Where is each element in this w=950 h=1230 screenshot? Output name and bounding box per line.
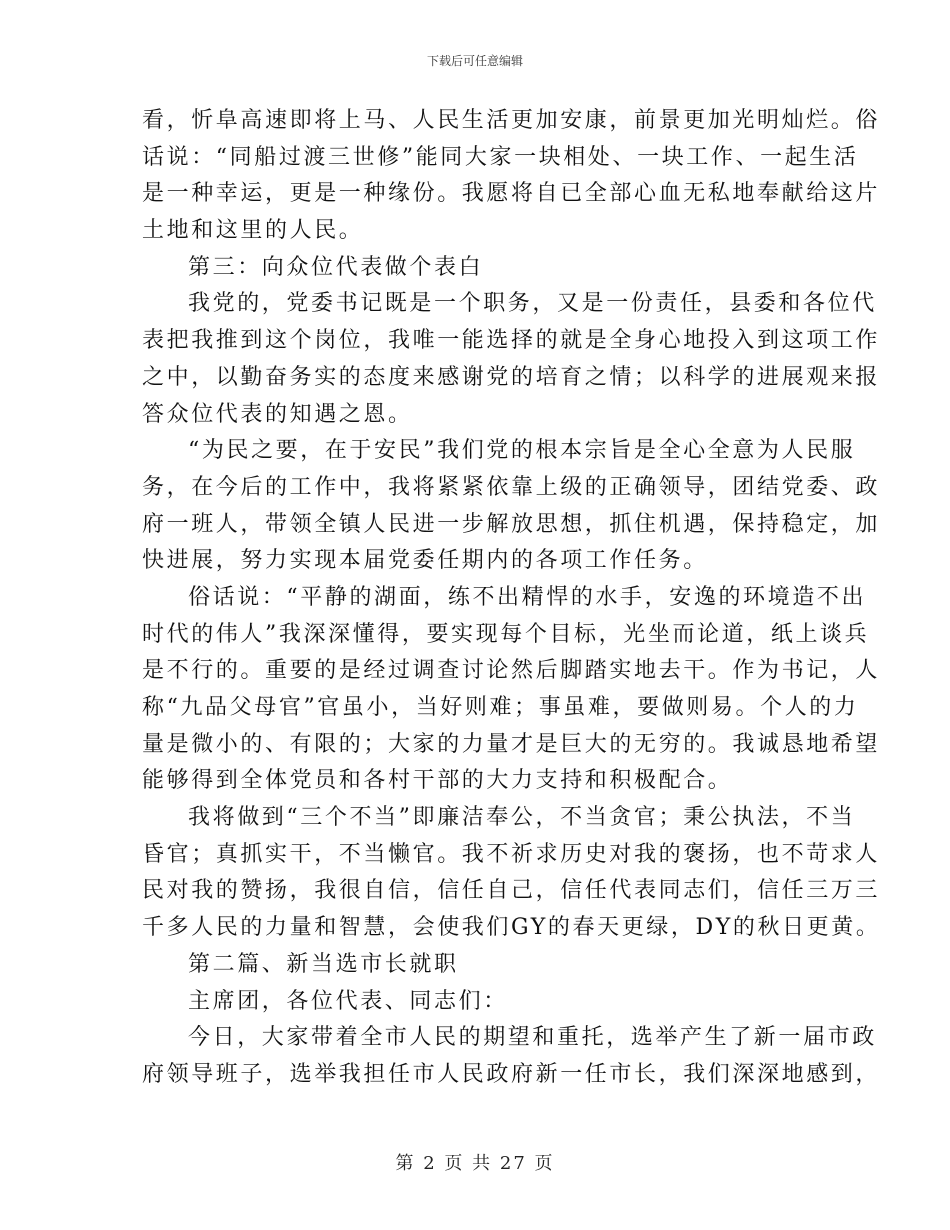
page-number-current: 2 [423,1153,437,1174]
page-footer [0,1152,950,1176]
page-number-total: 27 [499,1153,527,1174]
body-line: 量是微小的、有限的；大家的力量才是巨大的无穷的。我诚恳地希望 [142,731,881,757]
body-line: 我党的，党委书记既是一个职务，又是一份责任，县委和各位代 [188,291,877,317]
body-line: 是一种幸运，更是一种缘份。我愿将自已全部心血无私地奉献给这片 [142,181,881,207]
body-line: 快进展，努力实现本届党委任期内的各项工作任务。 [142,548,708,574]
body-line: 称“九品父母官”官虽小，当好则难；事虽难，要做则易。个人的力 [142,695,859,720]
page-label-middle: 页 共 [444,1153,493,1174]
body-line: 千多人民的力量和智慧，会使我们GY的春天更绿，DY的秋日更黄。 [142,915,881,941]
document-body [142,103,881,1094]
body-line: 民对我的赞扬，我很自信，信任自己，信任代表同志们，信任三万三 [142,878,881,904]
body-line: 府一班人，带领全镇人民进一步解放思想，抓住机遇，保持稳定，加 [142,511,881,537]
body-line: 今日，大家带着全市人民的期望和重托，选举产生了新一届市政 [188,1025,877,1051]
body-line: 时代的伟人”我深深懂得，要实现每个目标，光坐而论道，纸上谈兵 [142,621,870,647]
salutation-line: 主席团，各位代表、同志们： [188,988,508,1014]
body-line: 府领导班子，选举我担任市人民政府新一任市长，我们深深地感到， [142,1061,881,1087]
body-line: 答众位代表的知遇之恩。 [142,401,413,427]
body-line: 土地和这里的人民。 [142,218,364,244]
body-line: 话说：“同船过渡三世修”能同大家一块相处、一块工作、一起生活 [142,144,859,170]
page-label-prefix: 第 [395,1153,416,1174]
body-line: 昏官；真抓实干，不当懒官。我不祈求历史对我的褒扬，也不苛求人 [142,841,881,867]
body-line: 务，在今后的工作中，我将紧紧依靠上级的正确领导，团结党委、政 [142,474,881,500]
section-heading: 第三：向众位代表做个表白 [188,254,484,280]
body-line: 我将做到“三个不当”即廉洁奉公，不当贪官；秉公执法，不当 [188,805,856,831]
body-line: 俗话说：“平静的湖面，练不出精悍的水手，安逸的环境造不出 [188,584,867,610]
body-line: 表把我推到这个岗位，我唯一能选择的就是全身心地投入到这项工作 [142,328,881,354]
body-line: 是不行的。重要的是经过调查讨论然后脚踏实地去干。作为书记，人 [142,658,881,684]
body-line: 之中，以勤奋务实的态度来感谢党的培育之情；以科学的进展观来报 [142,364,881,390]
body-line: 看，忻阜高速即将上马、人民生活更加安康，前景更加光明灿烂。俗 [142,108,881,133]
body-line: “为民之要，在于安民”我们党的根本宗旨是全心全意为人民服 [188,438,856,464]
body-line: 能够得到全体党员和各村干部的大力支持和积极配合。 [142,768,733,794]
page-label-suffix: 页 [534,1153,555,1174]
section-heading: 第二篇、新当选市长就职 [188,951,459,977]
page-header: 下载后可任意编辑 [426,54,523,68]
